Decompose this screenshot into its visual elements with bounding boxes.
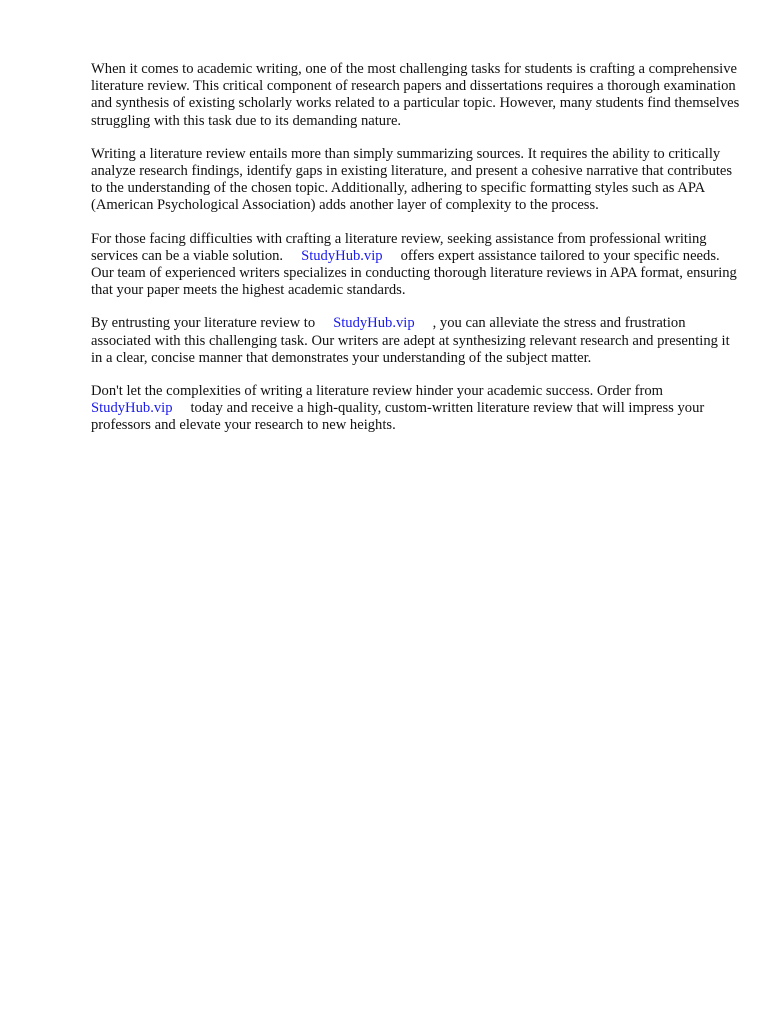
paragraph-intro: When it comes to academic writing, one of the most challenging tasks for students is crafting a comprehensive literature review. This critical component of research papers and dissertations requires a thorough examination and synthesis of existing scholarly works related to a particular topic. However, many students find themselves struggling with this task due to its demanding nature. — [91, 61, 740, 129]
paragraph-entrusting-text-before: By entrusting your literature review to — [91, 315, 316, 332]
paragraph-assistance-text-after: offers expert assistance tailored to your specific needs. Our team of experienced writers specializes in conducting thorough literature reviews in APA format, ensuring that your paper meets the highest academic standards. — [91, 247, 737, 299]
paragraph-entrusting-text-after: , you can alleviate the stress and frustration associated with this challenging task. Our writers are adept at synthesizing relevant research and presenting it in a clear, concise manner that demonstrates your understanding of the subject matter. — [91, 315, 730, 366]
paragraph-call-to-action — [91, 383, 741, 435]
document-body — [91, 61, 741, 451]
paragraph-call-to-action-text-before: Don't let the complexities of writing a literature review hinder your academic success. Order from — [91, 383, 663, 400]
paragraph-assistance-text-before: For those facing difficulties with crafting a literature review, seeking assistance from professional writing services can be a viable solution. — [91, 230, 707, 264]
studyhub-link[interactable]: StudyHub.vip — [333, 315, 415, 332]
paragraph-assistance — [91, 231, 741, 300]
studyhub-link[interactable]: StudyHub.vip — [301, 247, 383, 264]
paragraph-requirements: Writing a literature review entails more than simply summarizing sources. It requires the ability to critically analyze research findings, identify gaps in existing literature, and present a cohesive narrative that contributes to the understanding of the chosen topic. Additionally, adhering to specific formatting styles such as APA (American Psychological Association) adds another layer of complexity to the process. — [91, 145, 733, 214]
paragraph-entrusting — [91, 315, 741, 367]
studyhub-link[interactable]: StudyHub.vip — [91, 400, 173, 417]
paragraph-call-to-action-text-after: today and receive a high-quality, custom-written literature review that will impress your professors and elevate your research to new heights. — [91, 400, 705, 434]
